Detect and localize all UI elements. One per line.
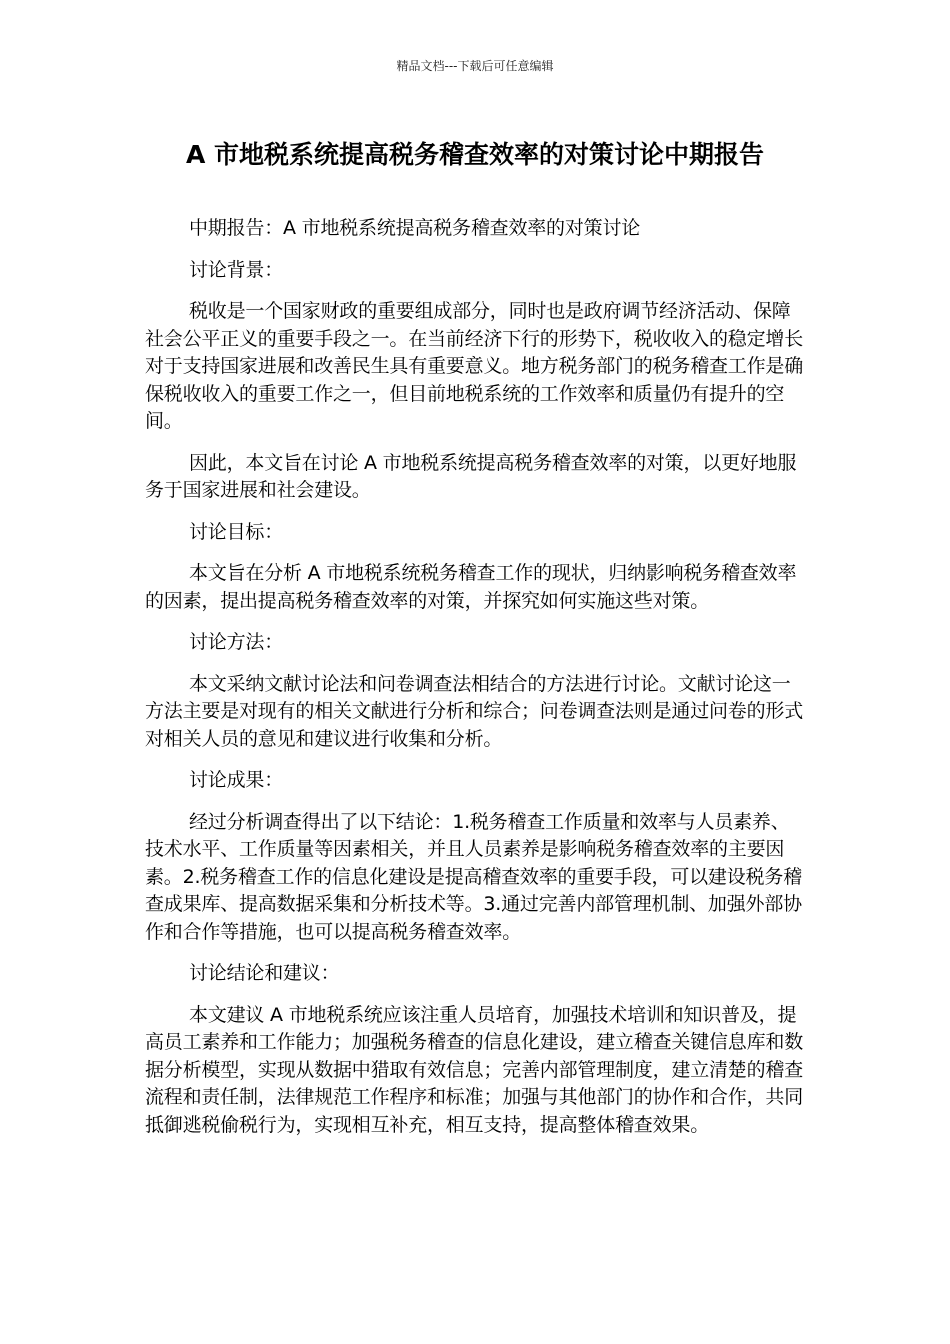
document-body <box>145 215 805 1153</box>
conclusion-paragraph: 本文建议 A 市地税系统应该注重人员培育，加强技术培训和知识普及，提高员工素养和工作能力；加强税务稽查的信息化建设，建立稽查关键信息库和数据分析模型，实现从数据中猎取有效信息；完善内部管理制度，建立清楚的稽查流程和责任制，法律规范工作程序和标准；加强与其他部门的协作和合作，共同抵御逃税偷税行为，实现相互补充，相互支持，提高整体稽查效果。 <box>145 1003 804 1136</box>
document-title: A 市地税系统提高税务稽查效率的对策讨论中期报告 <box>185 140 765 169</box>
report-heading-line: 中期报告：A 市地税系统提高税务稽查效率的对策讨论 <box>189 217 641 239</box>
purpose-paragraph: 因此，本文旨在讨论 A 市地税系统提高税务稽查效率的对策，以更好地服务于国家进展和社会建设。 <box>145 451 797 501</box>
section-heading-results: 讨论成果： <box>189 769 284 791</box>
section-heading-method: 讨论方法： <box>189 631 284 653</box>
section-heading-background: 讨论背景： <box>189 258 284 281</box>
header-note: 精品文档---下载后可任意编辑 <box>396 59 554 73</box>
objective-paragraph: 本文旨在分析 A 市地税系统税务稽查工作的现状，归纳影响税务稽查效率的因素，提出提高税务稽查效率的对策，并探究如何实施这些对策。 <box>145 562 797 612</box>
results-paragraph: 经过分析调查得出了以下结论：1.税务稽查工作质量和效率与人员素养、技术水平、工作质量等因素相关，并且人员素养是影响税务稽查效率的主要因素。2.税务稽查工作的信息化建设是提高稽查效率的重要手段，可以建设税务稽查成果库、提高数据采集和分析技术等。3.通过完善内部管理机制、加强外部协作和合作等措施，也可以提高税务稽查效率。 <box>145 810 802 943</box>
section-heading-conclusion: 讨论结论和建议： <box>189 962 340 984</box>
background-paragraph: 税收是一个国家财政的重要组成部分，同时也是政府调节经济活动、保障社会公平正义的重要手段之一。在当前经济下行的形势下，税收收入的稳定增长对于支持国家进展和改善民生具有重要意义。地方税务部门的税务稽查工作是确保税收收入的重要工作之一，但目前地税系统的工作效率和质量仍有提升的空间。 <box>145 300 804 432</box>
method-paragraph: 本文采纳文献讨论法和问卷调查法相结合的方法进行讨论。文献讨论这一方法主要是对现有的相关文献进行分析和综合；问卷调查法则是通过问卷的形式对相关人员的意见和建议进行收集和分析。 <box>145 672 804 750</box>
section-heading-objective: 讨论目标： <box>189 520 284 543</box>
